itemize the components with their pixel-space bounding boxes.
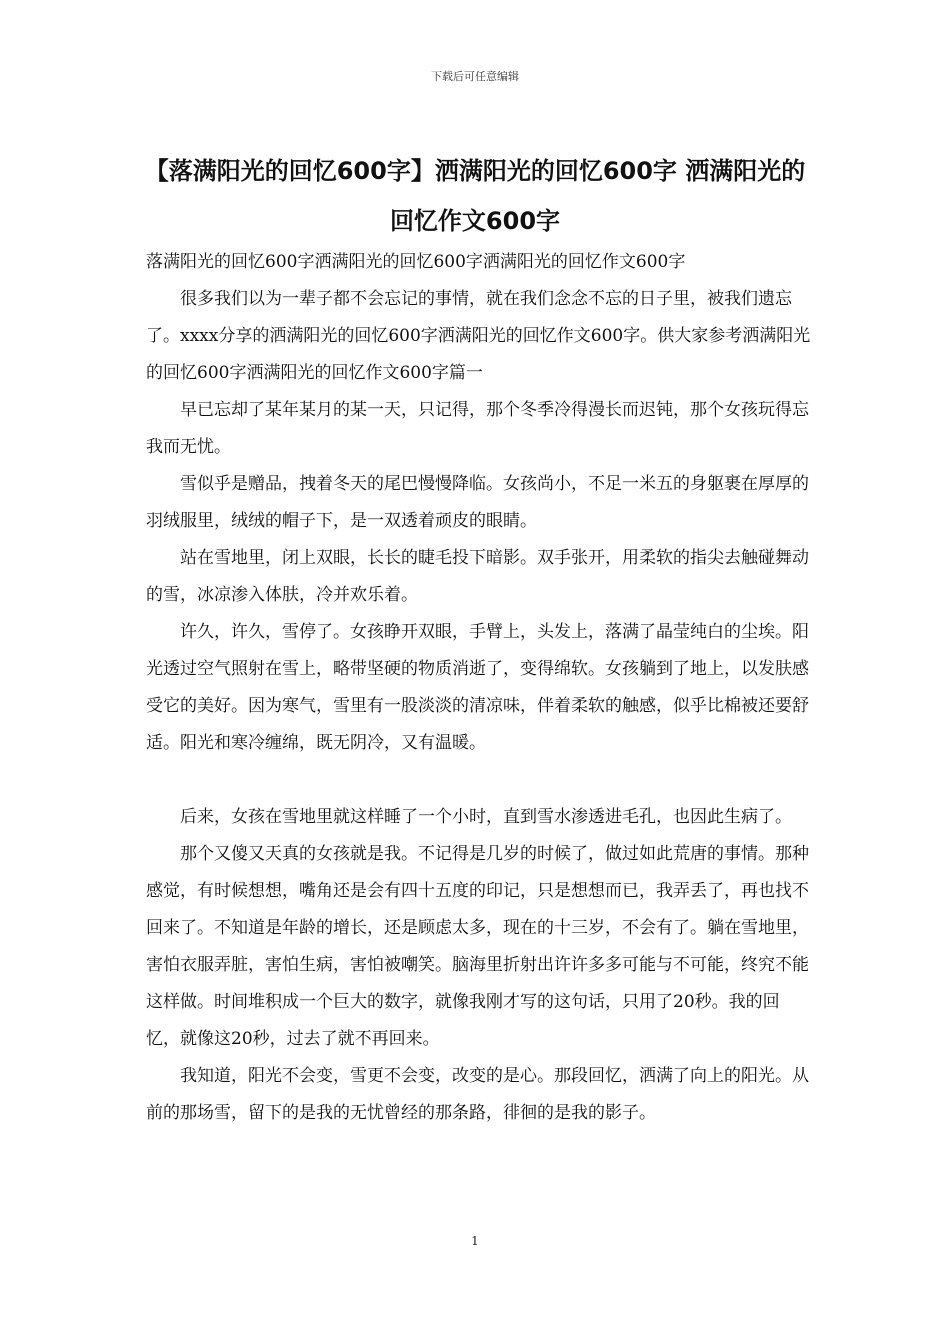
document-body [146, 244, 812, 1132]
paragraph: 我知道，阳光不会变，雪更不会变，改变的是心。那段回忆，洒满了向上的阳光。从前的那场雪，留下的是我的无忧曾经的那条路，徘徊的是我的影子。 [146, 1066, 809, 1123]
paragraph: 站在雪地里，闭上双眼，长长的睫毛投下暗影。双手张开，用柔软的指尖去触碰舞动的雪，冰凉渗入体肤，冷并欢乐着。 [146, 548, 809, 605]
header-note: 下载后可任意编辑 [431, 70, 519, 83]
paragraph-spacer [146, 762, 812, 799]
document-title: 【落满阳光的回忆600字】洒满阳光的回忆600字 洒满阳光的回忆作文600字 [144, 157, 806, 235]
paragraph: 落满阳光的回忆600字洒满阳光的回忆600字洒满阳光的回忆作文600字 [146, 252, 686, 272]
paragraph: 那个又傻又天真的女孩就是我。不记得是几岁的时候了，做过如此荒唐的事情。那种感觉，有时候想想，嘴角还是会有四十五度的印记，只是想想而已，我弄丢了，再也找不回来了。不知道是年龄的增长，还是顾虑太多，现在的十三岁，不会有了。躺在雪地里，害怕衣服弄脏，害怕生病，害怕被嘲笑。脑海里折射出许许多多可能与不可能，终究不能这样做。时间堆积成一个巨大的数字，就像我刚才写的这句话，只用了20秒。我的回忆，就像这20秒，过去了就不再回来。 [146, 844, 809, 1049]
paragraph: 很多我们以为一辈子都不会忘记的事情，就在我们念念不忘的日子里，被我们遗忘了。xxxx分享的洒满阳光的回忆600字洒满阳光的回忆作文600字。供大家参考洒满阳光的回忆600字洒满阳光的回忆作文600字篇一 [146, 289, 811, 383]
paragraph: 雪似乎是赠品，拽着冬天的尾巴慢慢降临。女孩尚小，不足一米五的身躯裹在厚厚的羽绒服里，绒绒的帽子下，是一双透着顽皮的眼睛。 [146, 474, 809, 531]
paragraph: 早已忘却了某年某月的某一天，只记得，那个冬季冷得漫长而迟钝，那个女孩玩得忘我而无忧。 [146, 400, 809, 457]
page-number: 1 [471, 1234, 479, 1248]
paragraph: 后来，女孩在雪地里就这样睡了一个小时，直到雪水渗透进毛孔，也因此生病了。 [180, 807, 792, 827]
paragraph: 许久，许久，雪停了。女孩睁开双眼，手臂上，头发上，落满了晶莹纯白的尘埃。阳光透过空气照射在雪上，略带坚硬的物质消逝了，变得绵软。女孩躺到了地上，以发肤感受它的美好。因为寒气，雪里有一股淡淡的清凉味，伴着柔软的触感，似乎比棉被还要舒适。阳光和寒冷缠绵，既无阴冷，又有温暖。 [146, 622, 809, 753]
